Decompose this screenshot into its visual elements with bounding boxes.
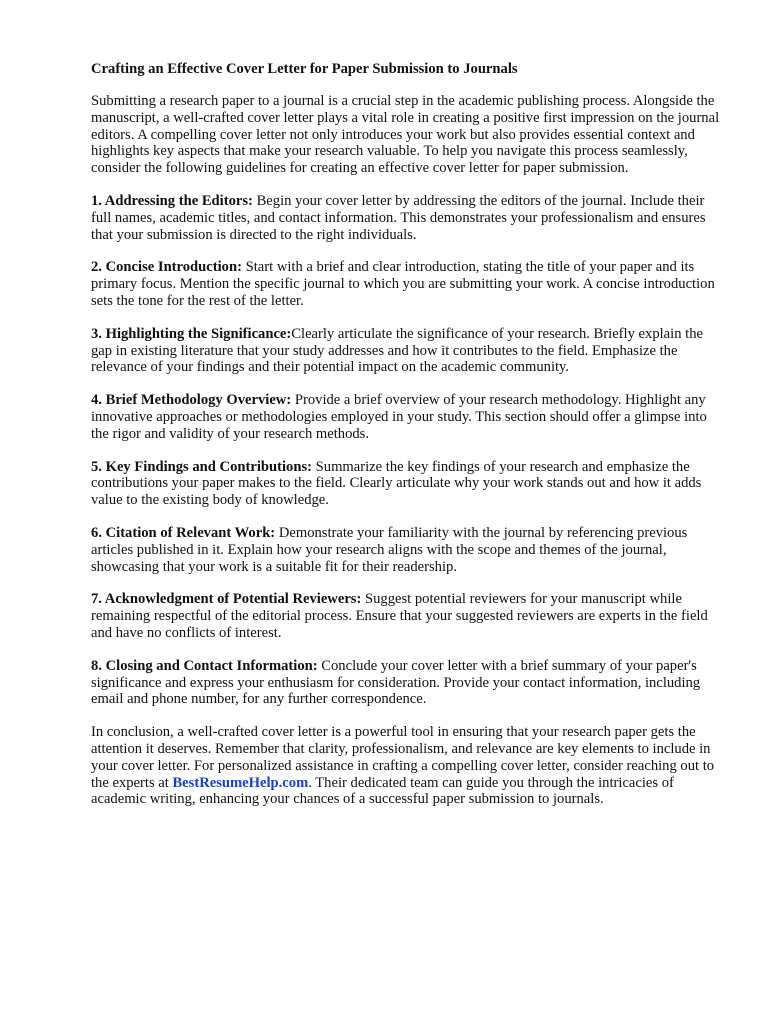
section-heading: 4. Brief Methodology Overview: <box>91 392 292 409</box>
section-concise-introduction <box>91 259 721 309</box>
bestresumehelp-link[interactable]: BestResumeHelp.com <box>172 774 309 791</box>
section-key-findings <box>91 459 721 509</box>
section-text: Clearly articulate the significance of your research. Briefly explain the gap in existing literature that your study addresses and how it contributes to the field. Emphasize the relevance of your findings and their potential impact on the academic community. <box>91 325 703 376</box>
section-text: Conclude your cover letter with a brief summary of your paper's significance and express your enthusiasm for consideration. Provide your contact information, including email and phone number, for any further correspondence. <box>91 657 701 708</box>
section-addressing-editors <box>91 193 721 243</box>
document-title: Crafting an Effective Cover Letter for Paper Submission to Journals <box>91 61 518 77</box>
conclusion-paragraph <box>91 724 721 808</box>
section-methodology-overview <box>91 392 721 442</box>
section-heading: 2. Concise Introduction: <box>91 259 242 276</box>
section-heading: 7. Acknowledgment of Potential Reviewers: <box>91 591 362 608</box>
section-text: Suggest potential reviewers for your manuscript while remaining respectful of the editorial process. Ensure that your suggested reviewers are experts in the field and have no conflicts of interest. <box>91 591 708 641</box>
section-heading: 8. Closing and Contact Information: <box>91 657 318 674</box>
section-text: Demonstrate your familiarity with the journal by referencing previous articles published in it. Explain how your research aligns with the scope and themes of the journal, showcasing that your work is a suitable fit for their readership. <box>91 524 688 575</box>
section-heading: 3. Highlighting the Significance: <box>91 325 292 342</box>
section-highlighting-significance <box>91 326 721 376</box>
section-heading: 1. Addressing the Editors: <box>91 192 253 209</box>
conclusion-text-after: . Their dedicated team can guide you through the intricacies of academic writing, enhancing your chances of a successful paper submission to journals. <box>91 774 674 808</box>
section-closing-contact <box>91 658 721 708</box>
section-heading: 6. Citation of Relevant Work: <box>91 524 276 541</box>
section-heading: 5. Key Findings and Contributions: <box>91 458 312 475</box>
section-text: Summarize the key findings of your research and emphasize the contributions your paper makes to the field. Clearly articulate why your work stands out and how it adds value to the existing body of knowledge. <box>91 458 702 509</box>
document-page <box>91 60 721 824</box>
section-citation-relevant-work <box>91 525 721 575</box>
section-text: Begin your cover letter by addressing the editors of the journal. Include their full names, academic titles, and contact information. This demonstrates your professionalism and ensures that your submission is directed to the right individuals. <box>91 192 706 243</box>
section-potential-reviewers <box>91 591 721 641</box>
section-text: Start with a brief and clear introduction, stating the title of your paper and its primary focus. Mention the specific journal to which you are submitting your work. A concise introduction sets the tone for the rest of the letter. <box>91 259 715 309</box>
section-text: Provide a brief overview of your research methodology. Highlight any innovative approaches or methodologies employed in your study. This section should offer a glimpse into the rigor and validity of your research methods. <box>91 392 707 442</box>
conclusion-text-before: In conclusion, a well-crafted cover letter is a powerful tool in ensuring that your research paper gets the attention it deserves. Remember that clarity, professionalism, and relevance are key elements to include in your cover letter. For personalized assistance in crafting a compelling cover letter, consider reaching out to the experts at <box>91 724 715 791</box>
intro-paragraph: Submitting a research paper to a journal is a crucial step in the academic publishing process. Alongside the manuscript, a well-crafted cover letter plays a vital role in creating a positive first impression on the journal editors. A compelling cover letter not only introduces your work but also provides essential context and highlights key aspects that make your research valuable. To help you navigate this process seamlessly, consider the following guidelines for creating an effective cover letter for paper submission. <box>91 93 720 177</box>
